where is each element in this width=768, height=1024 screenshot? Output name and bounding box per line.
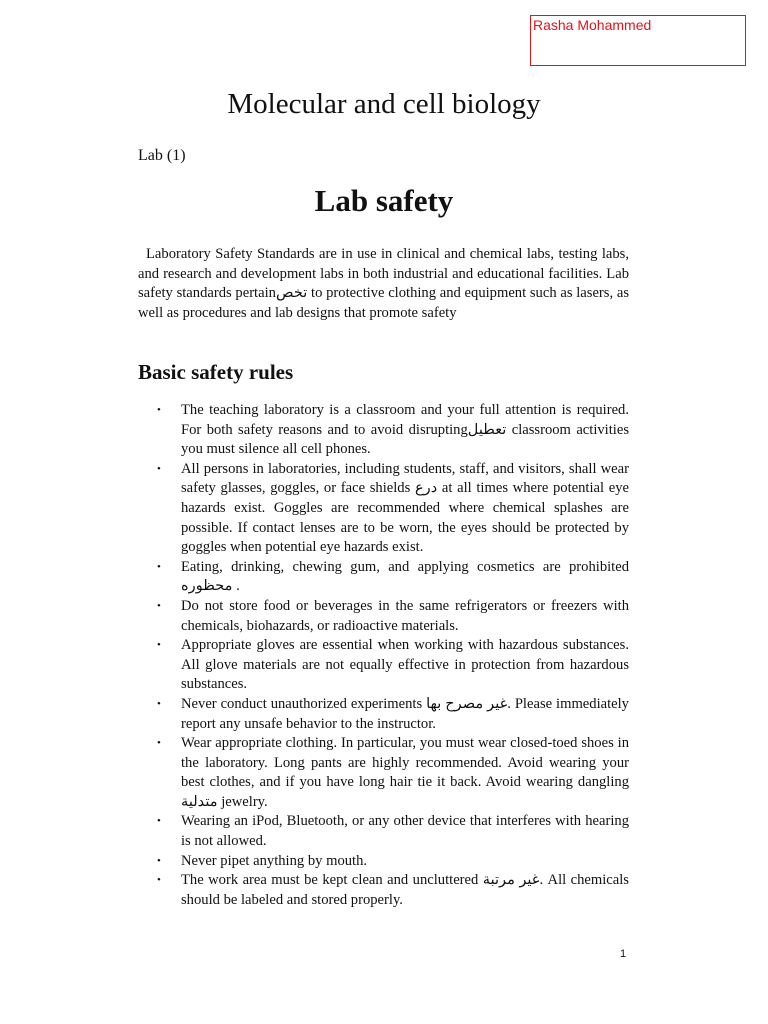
list-item — [157, 695, 629, 734]
bullet-icon: • — [157, 874, 161, 887]
list-item — [157, 871, 629, 910]
bullet-icon: • — [157, 737, 161, 750]
safety-rules-list — [157, 401, 629, 910]
list-item — [157, 558, 629, 597]
rule-text: Appropriate gloves are essential when working with hazardous substances. All glove materials are not equally effective in protection from hazardous substances. — [181, 637, 629, 693]
intro-paragraph: Laboratory Safety Standards are in use in clinical and chemical labs, testing labs, and research and development labs in both industrial and educational facilities. Lab safety standards pertainتخص to protective clothing and equipment such as lasers, as well as procedures and lab designs that promote safety — [138, 246, 629, 321]
bullet-icon: • — [157, 462, 161, 475]
rule-text: Never pipet anything by mouth. — [181, 852, 368, 869]
bullet-icon: • — [157, 560, 161, 573]
bullet-icon: • — [157, 815, 161, 828]
rule-text: Wear appropriate clothing. In particular, you must wear closed-toed shoes in the laboratory. Long pants are highly recommended. Avoid wearing your best clothes, and if you have long hair tie it back. Avoid wearing dangling متدلية jewelry. — [181, 735, 629, 810]
author-name-box — [530, 15, 746, 66]
rule-text: All persons in laboratories, including students, staff, and visitors, shall wear safety glasses, goggles, or face shields درع at all times where potential eye hazards exist. Goggles are recommended where chemical splashes are possible. If contact lenses are to be worn, the eyes should be protected by goggles when potential eye hazards exist. — [181, 460, 629, 556]
list-item — [157, 597, 629, 636]
rule-text: Wearing an iPod, Bluetooth, or any other device that interferes with hearing is not allowed. — [181, 813, 629, 850]
list-item — [157, 734, 629, 812]
bullet-icon: • — [157, 639, 161, 652]
rule-text: The work area must be kept clean and uncluttered غير مرتبة. All chemicals should be labeled and stored properly. — [181, 872, 629, 908]
list-item — [157, 852, 629, 872]
bullet-icon: • — [157, 599, 161, 612]
list-item — [157, 460, 629, 558]
lab-number: Lab (1) — [138, 147, 186, 164]
bullet-icon: • — [157, 854, 161, 867]
page-number: 1 — [620, 948, 627, 960]
lab-title: Lab safety — [314, 183, 454, 218]
course-title: Molecular and cell biology — [227, 88, 541, 120]
rule-text: Never conduct unauthorized experiments غير مصرح بها. Please immediately report any unsafe behavior to the instructor. — [181, 695, 629, 732]
list-item — [157, 401, 629, 460]
rule-text: The teaching laboratory is a classroom and your full attention is required. For both safety reasons and to avoid disruptingتعطيل classroom activities you must silence all cell phones. — [181, 402, 629, 458]
section-heading: Basic safety rules — [138, 360, 294, 384]
list-item — [157, 812, 629, 851]
bullet-icon: • — [157, 697, 161, 710]
list-item — [157, 636, 629, 695]
rule-text: Do not store food or beverages in the same refrigerators or freezers with chemicals, biohazards, or radioactive materials. — [181, 597, 629, 634]
rule-text: Eating, drinking, chewing gum, and applying cosmetics are prohibited محظوره . — [181, 558, 629, 595]
author-name: Rasha Mohammed — [533, 17, 652, 33]
bullet-icon: • — [157, 404, 161, 416]
